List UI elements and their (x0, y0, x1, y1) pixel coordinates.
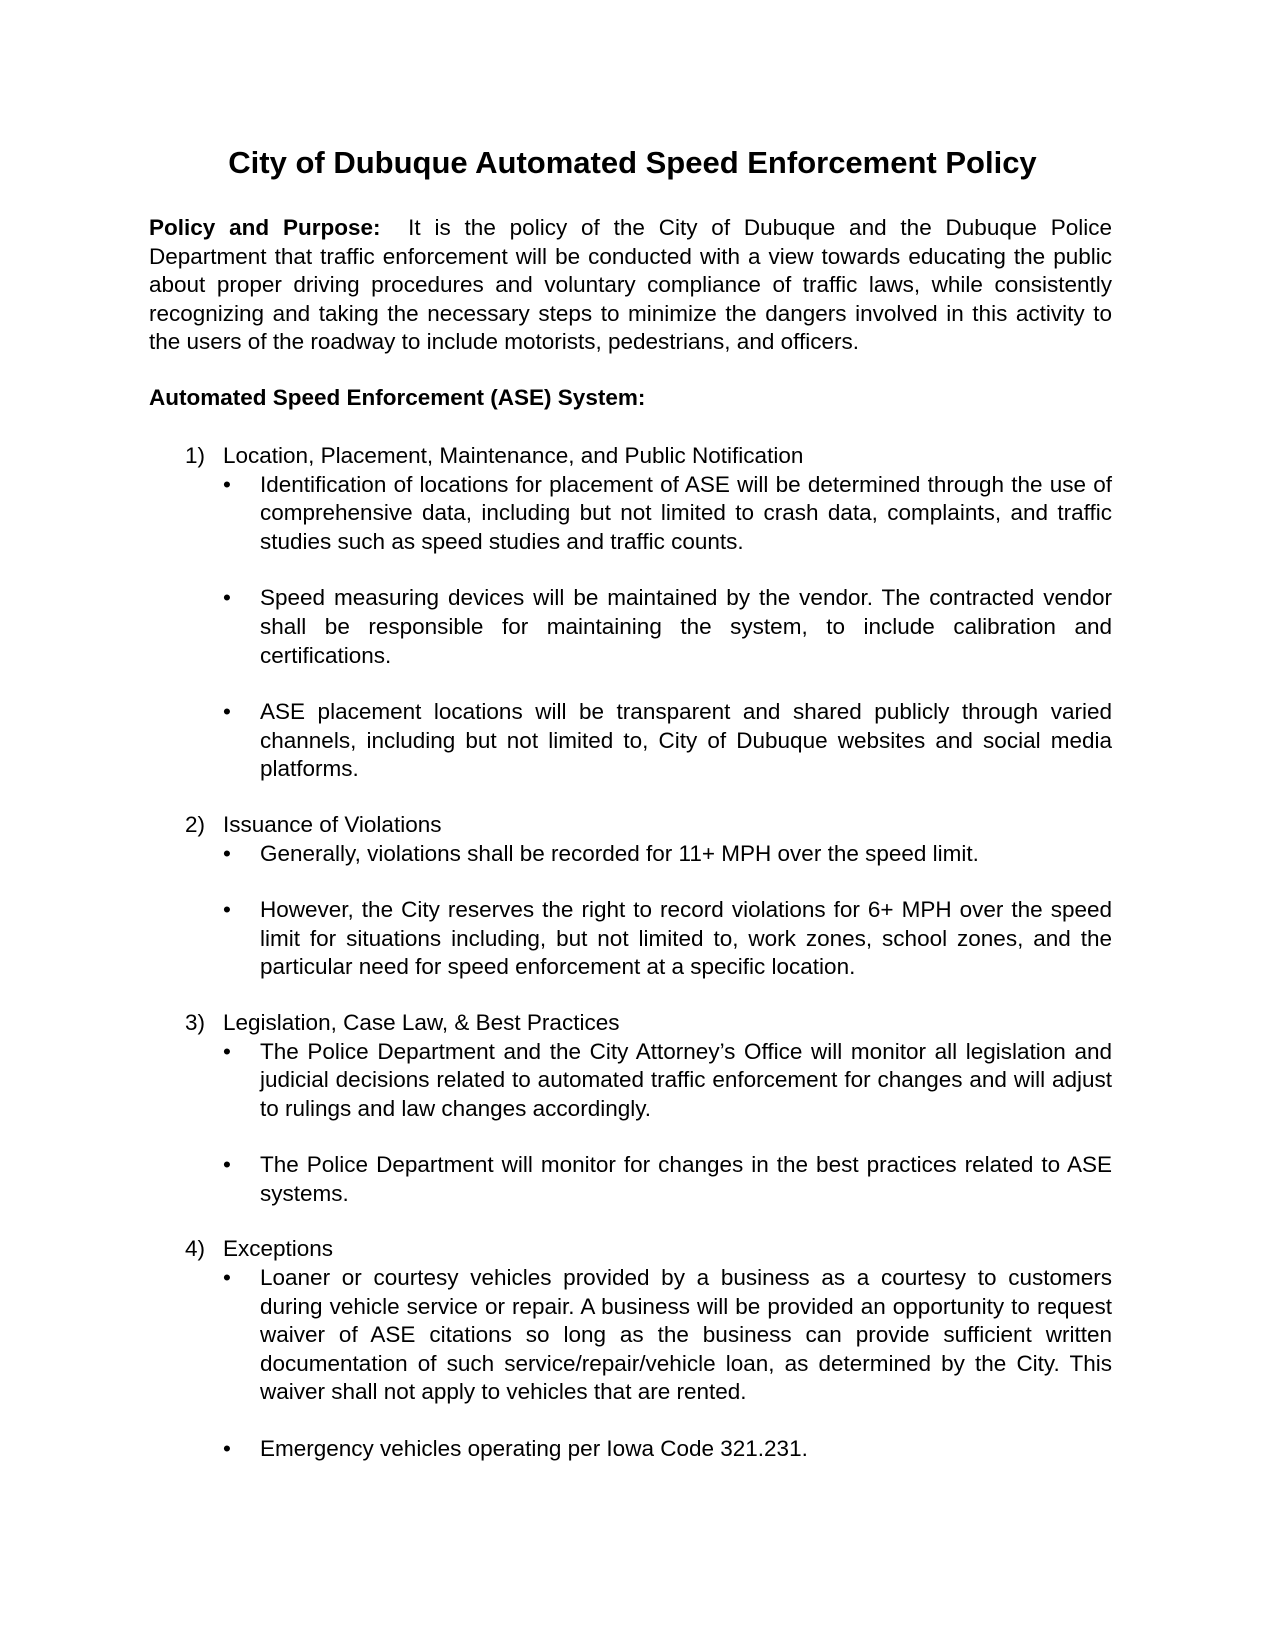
page-title: City of Dubuque Automated Speed Enforcement Policy (228, 145, 1037, 180)
bullet-item (149, 1264, 1112, 1407)
bullet-icon: • (223, 585, 231, 611)
list-item (149, 442, 1112, 784)
bullet-text: Speed measuring devices will be maintained by the vendor. The contracted vendor shall be responsible for maintaining the system, to include calibration and certifications. (260, 585, 1112, 668)
bullet-item (149, 698, 1112, 784)
ase-section-heading: Automated Speed Enforcement (ASE) System: (149, 385, 646, 410)
item-heading-text: Exceptions (223, 1236, 334, 1262)
item-heading-text: Issuance of Violations (223, 811, 442, 837)
bullet-text: Generally, violations shall be recorded for 11+ MPH over the speed limit. (260, 840, 979, 866)
item-heading-text: Location, Placement, Maintenance, and Public Notification (223, 443, 804, 468)
bullet-icon: • (223, 1152, 231, 1178)
bullet-item (149, 1151, 1112, 1208)
list-item (149, 1009, 1112, 1209)
list-item (149, 811, 1112, 982)
item-number: 3) (185, 1009, 206, 1035)
bullet-text: The Police Department will monitor for changes in the best practices related to ASE systems. (260, 1152, 1112, 1206)
item-heading (149, 1009, 1112, 1038)
bullet-text: Identification of locations for placement of ASE will be determined through the use of comprehensive data, including but not limited to crash data, complaints, and traffic studies such as speed studies and traffic counts. (260, 471, 1112, 554)
bullet-item (149, 1435, 1112, 1464)
bullet-icon: • (223, 1038, 231, 1064)
policy-text: It is the policy of the City of Dubuque and the Dubuque Police Department that traffic enforcement will be conducted with a view towards educating the public about proper driving procedures and voluntary compliance of traffic laws, while consistently recognizing and taking the necessary steps to minimize the dangers involved in this activity to the users of the roadway to include motorists, pedestrians, and officers. (149, 215, 1112, 355)
list-item (149, 1235, 1112, 1463)
item-heading (149, 1235, 1112, 1264)
bullet-item (149, 584, 1112, 670)
bullet-text: ASE placement locations will be transparent and shared publicly through varied channels, including but not limited to, City of Dubuque websites and social media platforms. (260, 699, 1112, 782)
bullet-item (149, 896, 1112, 982)
bullet-text: Loaner or courtesy vehicles provided by a business as a courtesy to customers during vehicle service or repair. A business will be provided an opportunity to request waiver of ASE citations so long as the business can provide sufficient written documentation of such service/repair/vehicle loan, as determined by the City. This waiver shall not apply to vehicles that are rented. (260, 1265, 1112, 1405)
item-heading (149, 442, 1112, 471)
bullet-icon: • (223, 1265, 231, 1291)
item-heading-text: Legislation, Case Law, & Best Practices (223, 1009, 620, 1035)
bullet-icon: • (223, 840, 231, 866)
bullet-icon: • (223, 699, 231, 725)
bullet-text: However, the City reserves the right to record violations for 6+ MPH over the speed limit for situations including, but not limited to, work zones, school zones, and the particular need for speed enforcement at a specific location. (260, 897, 1112, 980)
bullet-text: The Police Department and the City Attorney’s Office will monitor all legislation and judicial decisions related to automated traffic enforcement for changes and will adjust to rulings and law changes accordingly. (260, 1038, 1112, 1121)
bullet-icon: • (223, 1436, 231, 1462)
item-number: 2) (185, 811, 206, 837)
item-number: 1) (185, 443, 206, 468)
bullet-list (149, 840, 1112, 982)
bullet-item (149, 471, 1112, 557)
bullet-list (149, 1038, 1112, 1209)
bullet-item (149, 840, 1112, 869)
bullet-icon: • (223, 897, 231, 923)
policy-lead: Policy and Purpose: (149, 215, 381, 240)
bullet-text: Emergency vehicles operating per Iowa Code 321.231. (260, 1436, 808, 1462)
bullet-icon: • (223, 471, 231, 497)
bullet-list (149, 471, 1112, 784)
bullet-item (149, 1038, 1112, 1124)
item-heading (149, 811, 1112, 840)
item-number: 4) (185, 1236, 206, 1262)
bullet-list (149, 1264, 1112, 1464)
policy-paragraph (149, 214, 1112, 357)
ase-section-list (149, 442, 1112, 1491)
